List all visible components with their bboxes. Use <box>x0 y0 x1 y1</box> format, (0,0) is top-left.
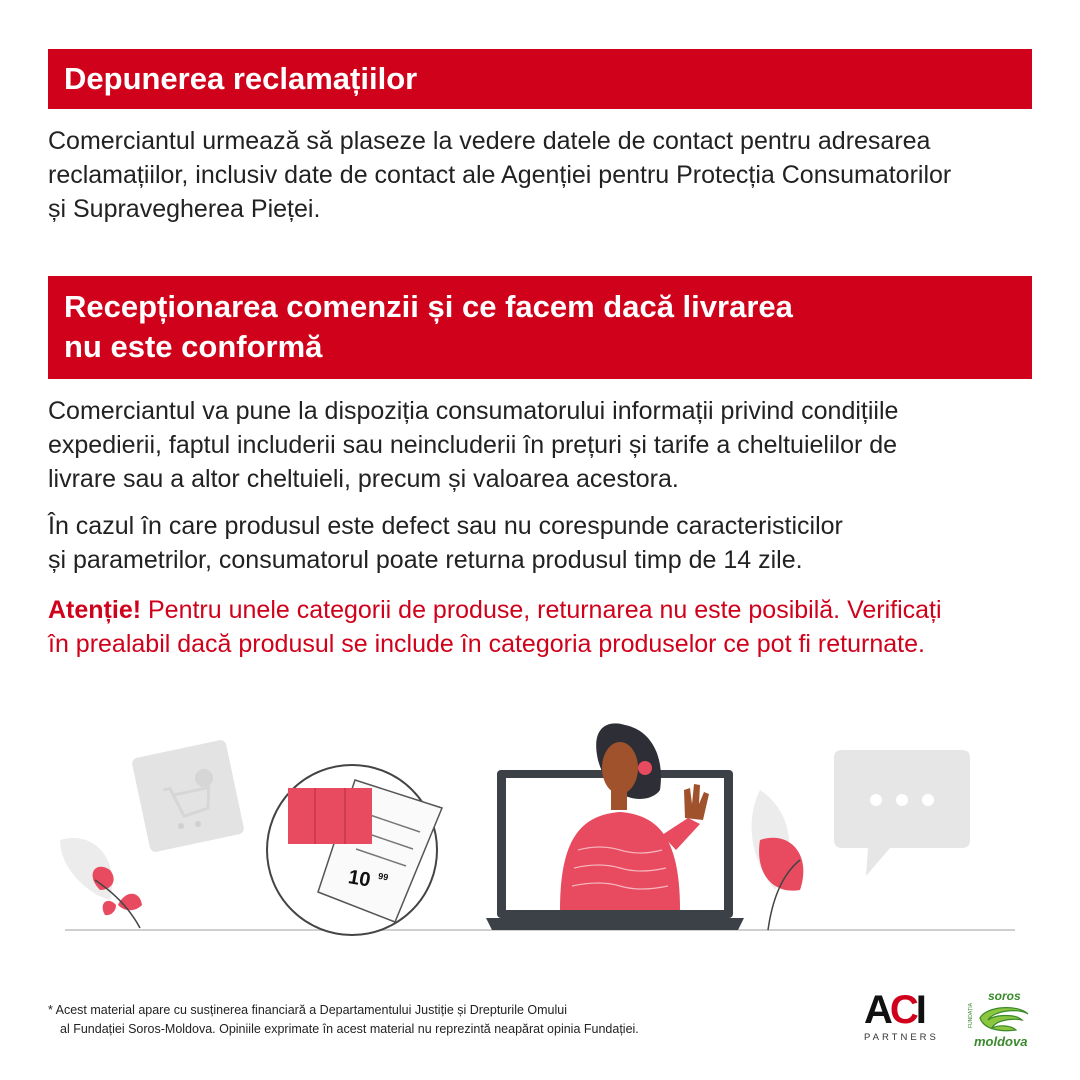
aci-subtitle: PARTNERS <box>864 1032 939 1043</box>
chat-bubble-icon <box>834 750 970 876</box>
aci-letter-a: A <box>864 988 890 1032</box>
leaf-icon <box>60 838 142 928</box>
text-line: Comerciantul va pune la dispoziția consumatorului informații privind condițiile <box>48 397 899 425</box>
price-cents: 99 <box>377 870 390 883</box>
delivery-info-paragraph <box>48 394 1038 496</box>
laptop-icon <box>486 723 744 930</box>
aci-letter-i: I <box>915 988 924 1032</box>
soros-moldova-logo <box>966 988 1036 1050</box>
plant-icon <box>752 790 804 930</box>
disclaimer-line: al Fundației Soros-Moldova. Opiniile exprimate în acest material nu reprezintă neapărat opinia Fundației. <box>60 1022 639 1036</box>
text-line: reclamațiilor, inclusiv date de contact ale Agenției pentru Protecția Consumatorilor <box>48 161 952 189</box>
shopping-cart-icon <box>131 739 245 853</box>
disclaimer-line: * Acest material apare cu susținerea financiară a Departamentului Justiție și Drepturile Omului <box>48 1003 567 1017</box>
price-main: 10 <box>346 866 373 892</box>
warning-label: Atenție! <box>48 596 142 624</box>
soros-side-text: FUNDAȚIA <box>968 1003 974 1028</box>
heading-line: nu este conformă <box>64 329 323 364</box>
text-line: și Supravegherea Pieței. <box>48 195 321 223</box>
text-line: expedierii, faptul includerii sau neincluderii în prețuri și tarife a cheltuielilor de <box>48 431 898 459</box>
warning-paragraph <box>48 593 1038 661</box>
text-line: Comerciantul urmează să plaseze la vedere datele de contact pentru adresarea <box>48 127 931 155</box>
receipt-icon <box>267 765 442 935</box>
warning-line: în prealabil dacă produsul se include în categoria produselor ce pot fi returnate. <box>48 630 925 658</box>
soros-bottom-text: moldova <box>974 1034 1028 1049</box>
section-heading-complaints: Depunerea reclamațiilor <box>48 49 1032 109</box>
text-line: livrare sau a altor cheltuieli, precum și valoarea acestora. <box>48 465 679 493</box>
aci-partners-logo <box>864 990 944 1050</box>
aci-letter-c: C <box>889 988 916 1032</box>
section-heading-order-reception <box>48 276 1032 379</box>
aci-wordmark <box>864 990 944 1030</box>
text-line: și parametrilor, consumatorul poate returna produsul timp de 14 zile. <box>48 546 803 574</box>
complaints-paragraph <box>48 124 1038 226</box>
return-right-paragraph <box>48 509 1038 577</box>
online-shopping-illustration <box>0 700 1080 950</box>
warning-line <box>48 593 1038 627</box>
soros-top-text: soros <box>988 989 1021 1003</box>
text-line: În cazul în care produsul este defect sau nu corespunde caracteristicilor <box>48 512 843 540</box>
funding-disclaimer <box>48 1001 639 1039</box>
warning-text: Pentru unele categorii de produse, returnarea nu este posibilă. Verificați <box>141 596 942 624</box>
heading-line: Recepționarea comenzii și ce facem dacă livrarea <box>64 289 793 324</box>
